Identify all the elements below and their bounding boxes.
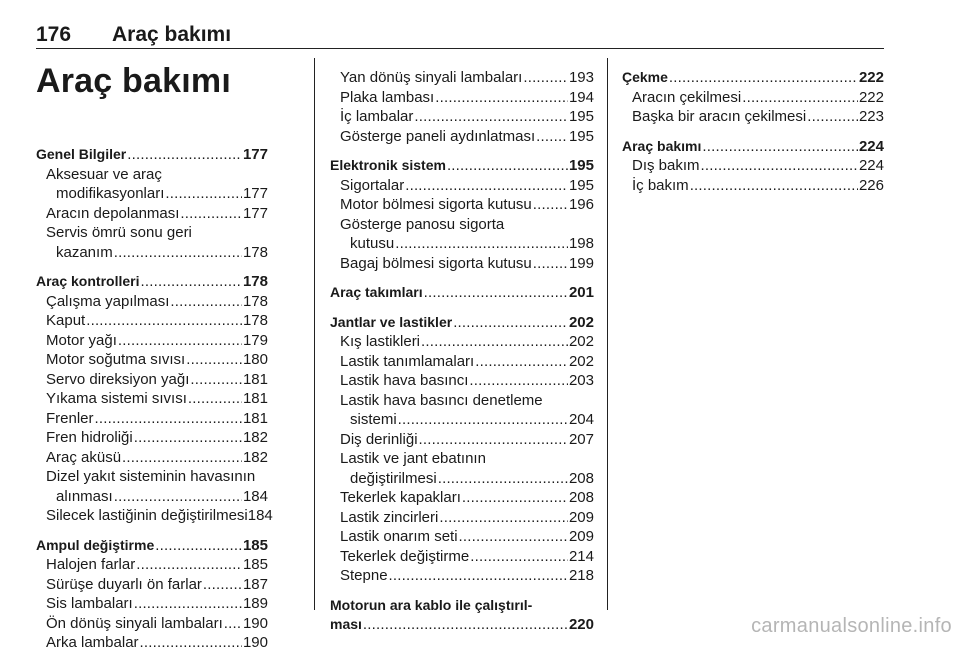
toc-page-number: 203 — [568, 372, 594, 389]
toc-entry-label: Sürüşe duyarlı ön farlar — [46, 575, 202, 593]
toc-page-number: 208 — [568, 469, 594, 487]
dot-leader — [807, 107, 858, 127]
dot-leader — [702, 137, 858, 157]
dot-leader — [475, 352, 568, 372]
toc-page-number: 180 — [242, 351, 268, 368]
dot-leader — [469, 371, 568, 391]
dot-leader — [114, 243, 242, 263]
dot-leader — [459, 527, 568, 547]
toc-section-entry[interactable] — [36, 536, 268, 556]
toc-entry[interactable] — [330, 469, 594, 489]
toc-entry[interactable] — [36, 165, 268, 185]
dot-leader — [424, 283, 568, 303]
toc-page-number: 182 — [242, 448, 268, 466]
toc-page-number: 181 — [242, 370, 268, 388]
dot-leader — [86, 311, 242, 331]
toc-page-number: 177 — [242, 146, 268, 163]
toc-page-number: 202 — [568, 333, 594, 350]
toc-page-number: 224 — [858, 157, 884, 174]
toc-entry[interactable] — [330, 352, 594, 372]
toc-page-number: 178 — [242, 243, 268, 261]
toc-page-number: 209 — [568, 528, 594, 545]
toc-entry[interactable] — [622, 88, 884, 108]
toc-entry-label: İç lambalar — [340, 108, 414, 125]
toc-page-number: 185 — [242, 536, 268, 554]
toc-entry[interactable] — [36, 223, 268, 243]
dot-leader — [140, 633, 242, 653]
toc-entry[interactable] — [36, 184, 268, 204]
toc-entry[interactable] — [622, 156, 884, 176]
toc-entry-label: Motor bölmesi sigorta kutusu — [340, 196, 532, 213]
toc-entry[interactable] — [622, 107, 884, 127]
toc-entry-label: Gösterge panosu sigorta — [340, 215, 505, 233]
toc-entry[interactable] — [36, 506, 273, 526]
dot-leader — [462, 488, 568, 508]
dot-leader — [136, 555, 242, 575]
toc-entry-label: Genel Bilgiler — [36, 146, 127, 162]
dot-leader — [95, 409, 242, 429]
dot-leader — [134, 428, 242, 448]
toc-entry-label: Lastik hava basıncı — [340, 372, 469, 389]
dot-leader — [224, 614, 242, 634]
toc-section-entry[interactable] — [622, 137, 884, 157]
toc-page-number: 223 — [858, 108, 884, 125]
toc-page-number: 201 — [568, 284, 594, 301]
toc-entry[interactable] — [36, 370, 268, 390]
toc-entry-label: Ampul değiştirme — [36, 536, 155, 553]
dot-leader — [690, 176, 858, 196]
toc-entry[interactable] — [36, 243, 268, 263]
toc-page-number: 207 — [568, 430, 594, 448]
toc-page-number: 190 — [242, 614, 268, 632]
toc-section-entry[interactable] — [330, 156, 594, 176]
dot-leader — [127, 145, 242, 165]
toc-page-number: 224 — [858, 137, 884, 155]
toc-column-2 — [330, 68, 594, 635]
toc-entry[interactable] — [36, 311, 268, 331]
page-header — [36, 14, 884, 49]
dot-leader — [669, 68, 858, 88]
toc-section-entry[interactable] — [36, 272, 268, 292]
toc-entry-label: Lastik hava basıncı denetleme — [340, 391, 543, 409]
toc-page-number: 187 — [242, 575, 268, 593]
toc-page-number: 204 — [568, 411, 594, 428]
toc-entry[interactable] — [36, 409, 268, 429]
toc-page-number: 194 — [568, 88, 594, 106]
toc-entry-label: Diş derinliği — [340, 430, 418, 448]
toc-entry-label: Lastik ve jant ebatının — [340, 450, 486, 467]
toc-entry-label: Araç takımları — [330, 284, 423, 300]
toc-entry-label: Tekerlek değiştirme — [340, 547, 470, 565]
toc-entry-label: Plaka lambası — [340, 88, 435, 106]
toc-entry-label: Aksesuar ve araç — [46, 165, 162, 183]
dot-leader — [395, 234, 568, 254]
section-gap — [330, 586, 594, 596]
toc-page-number: 193 — [568, 69, 594, 86]
dot-leader — [190, 370, 242, 390]
toc-entry-label: Motorun ara kablo ile çalıştırıl- — [330, 596, 533, 613]
toc-page-number: 209 — [568, 508, 594, 526]
toc-entry-label: Tekerlek kapakları — [340, 489, 461, 506]
column-divider-1 — [314, 58, 315, 610]
toc-page-number: 208 — [568, 489, 594, 506]
toc-entry[interactable] — [330, 127, 594, 147]
dot-leader — [536, 127, 568, 147]
toc-page-number: 178 — [242, 292, 268, 310]
toc-page-number: 182 — [242, 429, 268, 446]
toc-entry[interactable] — [36, 204, 268, 224]
toc-entry-label: sistemi — [350, 411, 397, 428]
toc-page-number: 177 — [242, 185, 268, 202]
toc-entry[interactable] — [330, 68, 594, 88]
toc-page-number: 184 — [247, 507, 273, 524]
toc-page-number: 222 — [858, 69, 884, 86]
toc-entry-label: Servis ömrü sonu geri — [46, 224, 192, 241]
toc-entry-label: ması — [330, 616, 362, 632]
dot-leader — [186, 350, 242, 370]
dot-leader — [405, 176, 568, 196]
toc-page-number: 220 — [568, 616, 594, 633]
dot-leader — [118, 331, 242, 351]
toc-page-number: 218 — [568, 567, 594, 584]
dot-leader — [438, 469, 568, 489]
dot-leader — [533, 254, 568, 274]
toc-entry-label: Sis lambaları — [46, 595, 133, 612]
toc-entry-label: Servo direksiyon yağı — [46, 370, 190, 388]
toc-page-number: 195 — [568, 157, 594, 174]
toc-entry[interactable] — [330, 566, 594, 586]
toc-entry-label: Kaput — [46, 312, 86, 329]
toc-entry-label: modifikasyonları — [56, 185, 165, 202]
dot-leader — [533, 195, 568, 215]
header-title: Araç bakımı — [112, 23, 232, 46]
toc-entry[interactable] — [36, 292, 268, 312]
toc-entry-label: Frenler — [46, 409, 94, 427]
dot-leader — [134, 594, 242, 614]
toc-entry-label: Başka bir aracın çekilmesi — [632, 108, 807, 125]
toc-entry-label: Aracın çekilmesi — [632, 88, 742, 106]
toc-entry[interactable] — [36, 594, 268, 614]
toc-entry-label: Silecek lastiğinin değiştirilmesi — [46, 507, 248, 524]
toc-page-number: 202 — [568, 313, 594, 331]
toc-entry[interactable] — [330, 215, 594, 235]
toc-entry[interactable] — [330, 107, 594, 127]
toc-entry-label: Araç bakımı — [622, 137, 702, 154]
toc-entry-label: Motor soğutma sıvısı — [46, 351, 186, 368]
section-gap — [330, 303, 594, 313]
toc-entry-label: Dizel yakıt sisteminin havasının — [46, 468, 256, 485]
toc-entry-label: İç bakım — [632, 176, 689, 194]
dot-leader — [140, 272, 241, 292]
toc-page-number: 178 — [242, 273, 268, 290]
toc-page-number: 184 — [242, 487, 268, 505]
toc-entry[interactable] — [330, 332, 594, 352]
section-gap — [622, 127, 884, 137]
toc-entry[interactable] — [36, 448, 268, 468]
dot-leader — [453, 313, 568, 333]
toc-entry-label: Arka lambalar — [46, 634, 139, 651]
dot-leader — [701, 156, 858, 176]
toc-page-number: 222 — [858, 88, 884, 106]
toc-entry[interactable] — [330, 88, 594, 108]
toc-entry[interactable] — [36, 575, 268, 595]
dot-leader — [389, 566, 568, 586]
toc-entry-label: Kış lastikleri — [340, 333, 421, 350]
toc-page-number: 178 — [242, 312, 268, 329]
toc-entry[interactable] — [330, 195, 594, 215]
dot-leader — [180, 204, 242, 224]
dot-leader — [155, 536, 242, 556]
toc-section-entry[interactable] — [330, 596, 594, 616]
dot-leader — [742, 88, 858, 108]
toc-entry[interactable] — [36, 389, 268, 409]
dot-leader — [165, 184, 242, 204]
toc-entry-label: Bagaj bölmesi sigorta kutusu — [340, 254, 532, 272]
dot-leader — [122, 448, 242, 468]
toc-entry-label: kazanım — [56, 243, 113, 261]
toc-entry[interactable] — [330, 410, 594, 430]
toc-entry-label: kutusu — [350, 235, 395, 252]
toc-entry[interactable] — [330, 508, 594, 528]
toc-page-number: 202 — [568, 352, 594, 370]
toc-page-number: 181 — [242, 390, 268, 407]
dot-leader — [114, 487, 242, 507]
toc-entry-label: Aracın depolanması — [46, 204, 180, 222]
section-gap — [36, 526, 268, 536]
toc-entry-label: Lastik tanımlamaları — [340, 352, 475, 370]
dot-leader — [421, 332, 568, 352]
toc-entry[interactable] — [330, 449, 594, 469]
toc-section-entry[interactable] — [330, 615, 594, 635]
chapter-title: Araç bakımı — [36, 62, 231, 100]
dot-leader — [523, 68, 568, 88]
toc-entry-label: Yan dönüş sinyali lambaları — [340, 69, 523, 86]
toc-entry[interactable] — [36, 350, 268, 370]
toc-entry[interactable] — [622, 176, 884, 196]
dot-leader — [470, 547, 568, 567]
toc-entry-label: Araç aküsü — [46, 448, 122, 466]
toc-page-number: 199 — [568, 254, 594, 272]
toc-entry-label: alınması — [56, 487, 113, 505]
toc-entry-label: Lastik zincirleri — [340, 508, 439, 526]
toc-entry[interactable] — [36, 555, 268, 575]
toc-entry[interactable] — [36, 331, 268, 351]
dot-leader — [170, 292, 242, 312]
toc-page-number: 195 — [568, 108, 594, 125]
toc-page-number: 185 — [242, 556, 268, 573]
dot-leader — [398, 410, 568, 430]
dot-leader — [435, 88, 568, 108]
toc-entry-label: Jantlar ve lastikler — [330, 313, 453, 330]
toc-entry[interactable] — [330, 254, 594, 274]
toc-entry-label: Yıkama sistemi sıvısı — [46, 390, 187, 407]
toc-entry-label: Dış bakım — [632, 157, 700, 174]
toc-entry[interactable] — [330, 527, 594, 547]
toc-page-number: 214 — [568, 547, 594, 565]
toc-entry[interactable] — [330, 391, 594, 411]
page-number: 176 — [36, 23, 72, 46]
toc-entry-label: Motor yağı — [46, 331, 117, 349]
toc-page-number: 198 — [568, 235, 594, 252]
toc-entry[interactable] — [330, 234, 594, 254]
toc-section-entry[interactable] — [330, 313, 594, 333]
dot-leader — [363, 615, 568, 635]
toc-entry[interactable] — [36, 428, 268, 448]
column-divider-2 — [607, 58, 608, 610]
toc-section-entry[interactable] — [622, 68, 884, 88]
toc-entry[interactable] — [36, 614, 268, 634]
toc-page-number: 196 — [568, 196, 594, 213]
toc-entry-label: Çalışma yapılması — [46, 292, 170, 310]
dot-leader — [419, 430, 568, 450]
toc-entry-label: Çekme — [622, 69, 668, 85]
toc-entry[interactable] — [36, 467, 268, 487]
toc-entry[interactable] — [330, 176, 594, 196]
toc-page-number: 179 — [242, 331, 268, 349]
toc-page-number: 195 — [568, 127, 594, 145]
section-gap — [36, 262, 268, 272]
toc-entry-label: Gösterge paneli aydınlatması — [340, 127, 536, 145]
toc-entry-label: Sigortalar — [340, 176, 405, 194]
section-gap — [330, 273, 594, 283]
toc-entry[interactable] — [330, 488, 594, 508]
toc-page-number: 195 — [568, 176, 594, 194]
toc-entry[interactable] — [330, 430, 594, 450]
toc-page-number: 177 — [242, 204, 268, 222]
toc-entry-label: Halojen farlar — [46, 556, 136, 573]
toc-column-1 — [36, 145, 273, 653]
toc-section-entry[interactable] — [36, 145, 268, 165]
toc-entry[interactable] — [330, 371, 594, 391]
toc-entry[interactable] — [330, 547, 594, 567]
toc-column-3 — [622, 68, 884, 195]
dot-leader — [188, 389, 242, 409]
toc-entry[interactable] — [36, 487, 268, 507]
toc-page-number: 181 — [242, 409, 268, 427]
toc-entry-label: Ön dönüş sinyali lambaları — [46, 614, 223, 632]
toc-entry[interactable] — [36, 633, 268, 653]
toc-entry-label: değiştirilmesi — [350, 469, 437, 487]
toc-entry-label: Fren hidroliği — [46, 429, 133, 446]
dot-leader — [447, 156, 568, 176]
toc-entry-label: Lastik onarım seti — [340, 528, 458, 545]
toc-entry-label: Araç kontrolleri — [36, 273, 140, 289]
toc-entry-label: Stepne — [340, 567, 388, 584]
toc-entry-label: Elektronik sistem — [330, 157, 446, 173]
toc-section-entry[interactable] — [330, 283, 594, 303]
dot-leader — [414, 107, 568, 127]
dot-leader — [439, 508, 568, 528]
watermark: carmanualsonline.info — [751, 615, 952, 637]
toc-page-number: 226 — [858, 176, 884, 194]
toc-page-number: 189 — [242, 595, 268, 612]
section-gap — [330, 146, 594, 156]
dot-leader — [203, 575, 242, 595]
toc-page-number: 190 — [242, 634, 268, 651]
